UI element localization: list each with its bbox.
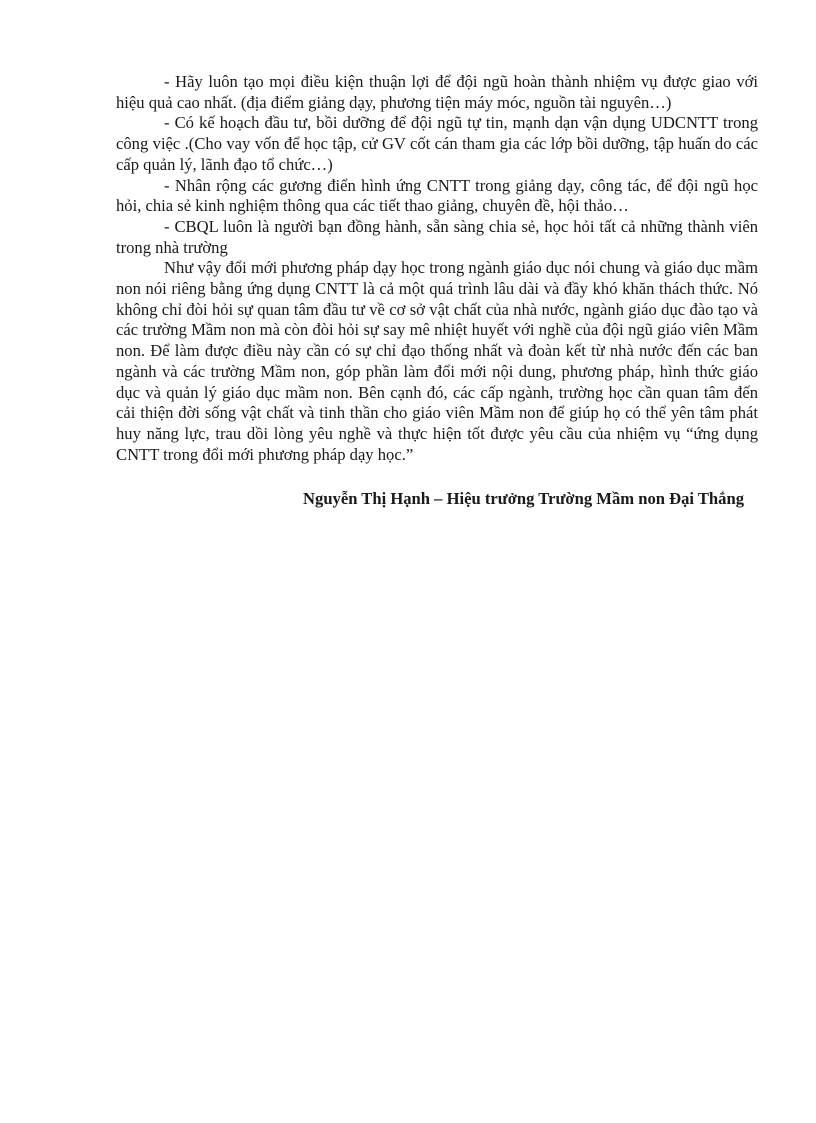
document-body: [116, 72, 758, 510]
bullet-paragraph-resources: - Hãy luôn tạo mọi điều kiện thuận lợi để đội ngũ hoàn thành nhiệm vụ được giao với hiệu quả cao nhất. (địa điểm giảng dạy, phương tiện máy móc, nguồn tài nguyên…): [116, 72, 758, 112]
bullet-paragraph-cbql: - CBQL luôn là người bạn đồng hành, sẵn sàng chia sẻ, học hỏi tất cả những thành viên trong nhà trường: [116, 216, 758, 257]
bullet-paragraph-role-models: - Nhân rộng các gương điển hình ứng CNTT trong giảng dạy, công tác, để đội ngũ học hỏi, chia sẻ kinh nghiệm thông qua các tiết thao giảng, chuyên đề, hội thảo…: [116, 175, 758, 216]
bullet-paragraph-training: - Có kế hoạch đầu tư, bồi dưỡng để đội ngũ tự tin, mạnh dạn vận dụng UDCNTT trong công việc .(Cho vay vốn để học tập, cử GV cốt cán tham gia các lớp bồi dưỡng, tập huấn do các cấp quản lý, lãnh đạo tổ chức…): [116, 113, 758, 174]
conclusion-paragraph: Như vậy đổi mới phương pháp dạy học trong ngành giáo dục nói chung và giáo dục mầm non nói riêng bằng ứng dụng CNTT là cả một quá trình lâu dài và đầy khó khăn thách thức. Nó không chỉ đòi hỏi sự quan tâm đầu tư về cơ sở vật chất của nhà nước, ngành giáo dục đào tạo và các trường Mầm non mà còn đòi hỏi sự say mê nhiệt huyết với nghề của đội ngũ giáo viên Mầm non. Để làm được điều này cần có sự chỉ đạo thống nhất và đoàn kết từ nhà nước đến các ban ngành và các trường Mầm non, góp phần làm đổi mới nội dung, phương pháp, hình thức giáo dục và quản lý giáo dục mầm non. Bên cạnh đó, các cấp ngành, trường học cần quan tâm đến cải thiện đời sống vật chất và tinh thần cho giáo viên Mầm non để giúp họ có thể yên tâm phát huy năng lực, trau dồi lòng yêu nghề và thực hiện tốt được yêu cầu của nhiệm vụ “ứng dụng CNTT trong đổi mới phương pháp dạy học.”: [116, 258, 758, 464]
author-signature: Nguyễn Thị Hạnh – Hiệu trưởng Trường Mầm non Đại Thắng: [303, 489, 744, 509]
